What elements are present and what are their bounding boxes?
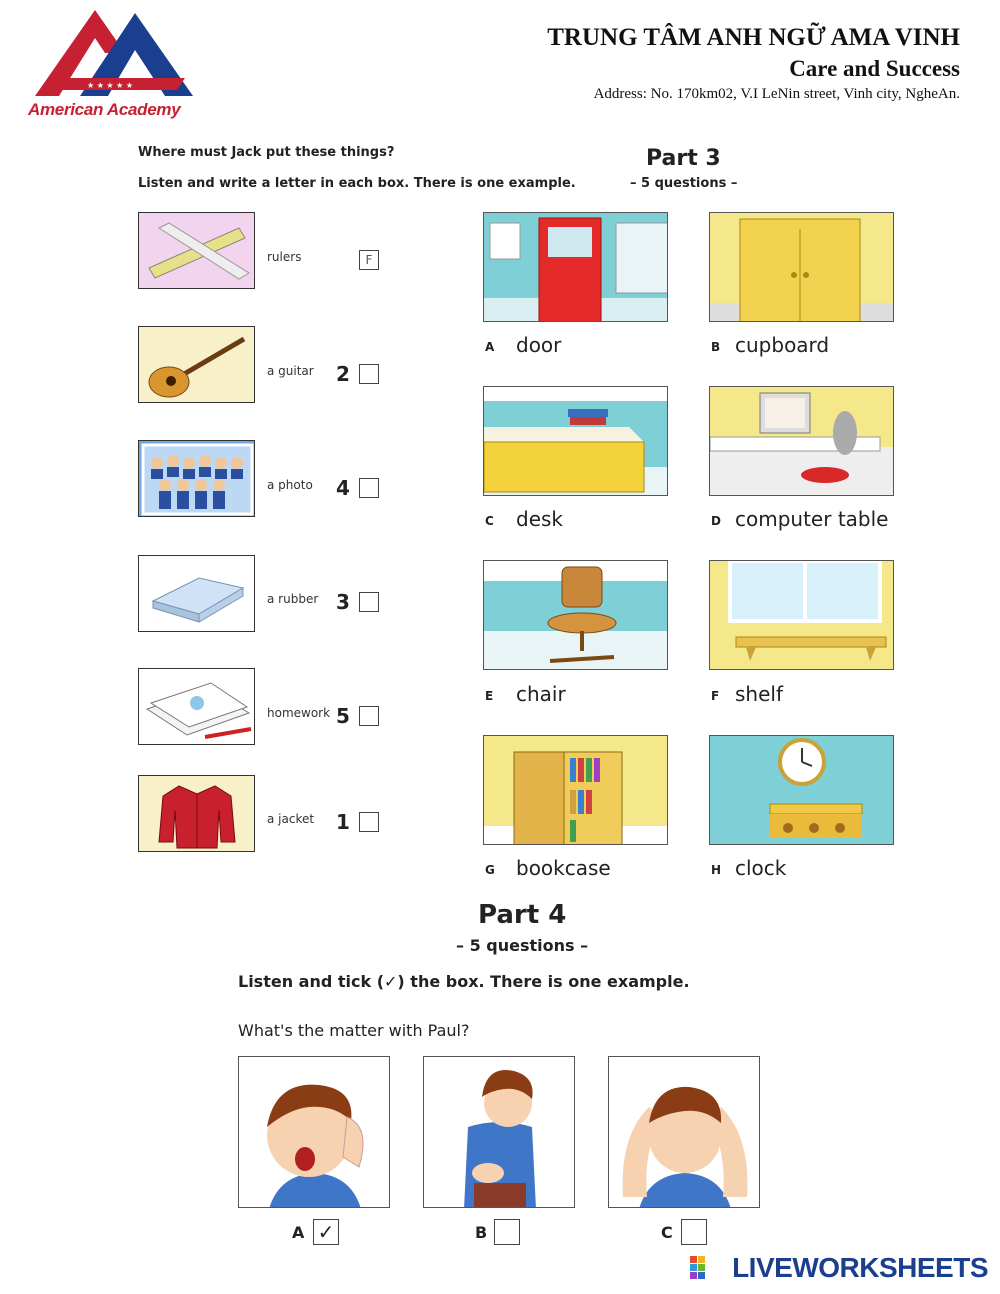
option-c-checkbox[interactable]: [681, 1219, 707, 1245]
thing-number: 5: [336, 704, 350, 728]
part3-instruction: Listen and write a letter in each box. There is one example.: [138, 176, 576, 191]
answer-box-photo[interactable]: [359, 478, 379, 498]
place-letter: G: [485, 863, 495, 877]
computer-icon: [710, 387, 894, 496]
option-a-picture: [238, 1056, 390, 1208]
part3-title: Part 3: [646, 146, 721, 171]
thing-label: homework: [267, 706, 331, 720]
thing-label: a rubber: [267, 592, 319, 606]
thing-number: 1: [336, 810, 350, 834]
thing-label: a jacket: [267, 812, 315, 826]
jacket-picture: [138, 775, 255, 852]
place-letter: C: [485, 514, 494, 528]
door-picture: [483, 212, 668, 322]
answer-box-rubber[interactable]: [359, 592, 379, 612]
desk-picture: [483, 386, 668, 496]
option-c-picture: [608, 1056, 760, 1208]
part4-title: Part 4: [478, 900, 567, 930]
answer-box-homework[interactable]: [359, 706, 379, 726]
place-name: shelf: [735, 682, 783, 706]
clock-picture: [709, 735, 894, 845]
option-letter: C: [661, 1223, 673, 1242]
photo-picture: [138, 440, 255, 517]
option-letter: A: [292, 1223, 305, 1242]
place-name: clock: [735, 856, 787, 880]
liveworksheets-brand: LIVEWORKSHEETS: [732, 1252, 988, 1283]
rubber-picture: [138, 555, 255, 632]
part3-subtitle: – 5 questions –: [630, 176, 738, 191]
part3-question: Where must Jack put these things?: [138, 145, 395, 160]
place-name: desk: [516, 507, 564, 531]
thing-number: 3: [336, 590, 350, 614]
headache-boy-icon: [609, 1057, 760, 1208]
place-name: computer table: [735, 507, 889, 531]
option-b-checkbox[interactable]: [494, 1219, 520, 1245]
place-letter: E: [485, 689, 494, 703]
thing-label: rulers: [267, 250, 302, 264]
slogan: Care and Success: [789, 56, 960, 81]
guitar-icon: [139, 327, 255, 403]
bookcase-icon: [484, 736, 668, 845]
stomachache-boy-icon: [424, 1057, 575, 1208]
place-name: door: [516, 333, 562, 357]
homework-icon: [139, 669, 255, 745]
answer-box-guitar[interactable]: [359, 364, 379, 384]
part4-question: What's the matter with Paul?: [238, 1021, 470, 1040]
place-letter: A: [485, 340, 495, 354]
desk-icon: [484, 387, 668, 496]
thing-number: 4: [336, 476, 350, 500]
door-icon: [484, 213, 668, 322]
place-name: cupboard: [735, 333, 830, 357]
place-letter: D: [711, 514, 721, 528]
place-name: chair: [516, 682, 566, 706]
clock-icon: [710, 736, 894, 845]
place-letter: F: [711, 689, 720, 703]
place-letter: H: [711, 863, 722, 877]
thing-number: 2: [336, 362, 350, 386]
thing-label: a guitar: [267, 364, 314, 378]
option-a-checkbox[interactable]: ✓: [313, 1219, 339, 1245]
bookcase-picture: [483, 735, 668, 845]
shelf-icon: [710, 561, 894, 670]
chair-icon: [484, 561, 668, 670]
shelf-picture: [709, 560, 894, 670]
guitar-picture: [138, 326, 255, 403]
rubber-icon: [139, 556, 255, 632]
rulers-picture: [138, 212, 255, 289]
earache-boy-icon: [239, 1057, 390, 1208]
option-letter: B: [475, 1223, 488, 1242]
thing-label: a photo: [267, 478, 313, 492]
part4-instruction: Listen and tick (✓) the box. There is one example.: [238, 972, 690, 991]
place-letter: B: [711, 340, 721, 354]
logo-text: American Academy: [28, 100, 181, 119]
rulers-icon: [139, 213, 255, 289]
chair-picture: [483, 560, 668, 670]
center-name: TRUNG TÂM ANH NGỮ AMA VINH: [547, 24, 960, 51]
cupboard-picture: [709, 212, 894, 322]
jacket-icon: [139, 776, 255, 852]
homework-picture: [138, 668, 255, 745]
class-photo-icon: [139, 441, 255, 517]
svg-text:★ ★ ★ ★ ★: ★ ★ ★ ★ ★: [87, 81, 134, 90]
answer-box-jacket[interactable]: [359, 812, 379, 832]
part4-subtitle: – 5 questions –: [456, 936, 589, 955]
address: Address: No. 170km02, V.I LeNin street, Vinh city, NgheAn.: [593, 86, 960, 102]
cupboard-icon: [710, 213, 894, 322]
computer-table-picture: [709, 386, 894, 496]
answer-box-rulers[interactable]: F: [359, 250, 379, 270]
option-b-picture: [423, 1056, 575, 1208]
place-name: bookcase: [516, 856, 611, 880]
liveworksheets-logo-icon: [690, 1256, 714, 1282]
